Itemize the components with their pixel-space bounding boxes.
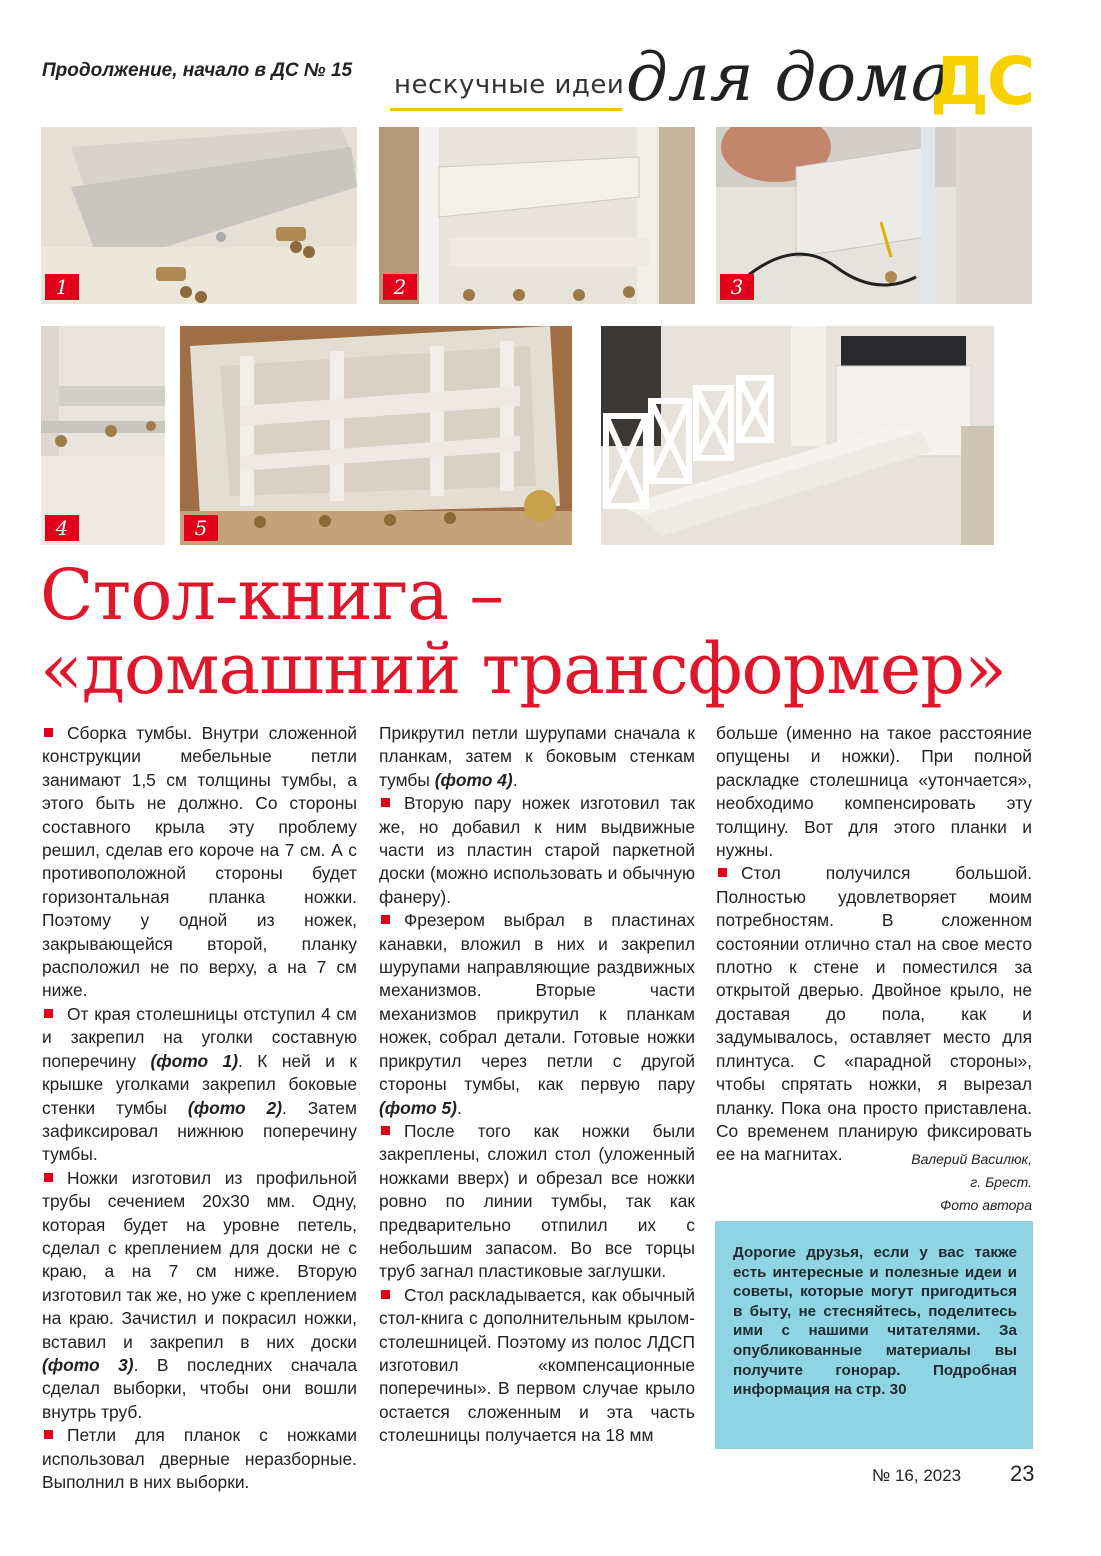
bullet-marker <box>44 1430 53 1439</box>
callout-text: Дорогие друзья, если у вас также есть интересные и полезные идеи и советы, которые могут пригодиться в быту, не стесняйтесь, поделитесь ими с нашими читателями. За опубликованные материалы вы получите гонорар. Подробная информация на стр. 30 <box>733 1244 1017 1399</box>
photo-number-badge: 5 <box>184 515 218 541</box>
paragraph-text: . <box>456 1097 462 1118</box>
article-column-3 <box>716 722 1032 1167</box>
paragraph <box>42 1424 357 1494</box>
paragraph-text: Стол раскладывается, как обычный стол-книга с дополнительным крылом-столешницей. Поэтому из полос ЛДСП изготовил «компенсационные поперечины». В первом случае крыло остается сложенным и эта часть столешницы получается на 18 мм <box>379 1284 695 1446</box>
photo-1 <box>41 127 357 304</box>
photo-1-image <box>41 127 357 304</box>
photo-reference: (фото 1) <box>150 1050 239 1071</box>
photo-4-image <box>41 326 165 545</box>
paragraph <box>42 1167 357 1424</box>
photo-2 <box>379 127 695 304</box>
paragraph <box>379 909 695 1120</box>
rubric-title: для дома <box>626 39 951 116</box>
photo-number-badge: 4 <box>45 515 79 541</box>
bullet-marker <box>381 1290 390 1299</box>
article-headline <box>40 554 1060 710</box>
paragraph <box>379 722 695 792</box>
bullet-marker <box>381 915 390 924</box>
headline-line-2: «домашний трансформер» <box>40 628 1006 710</box>
article-column-2 <box>379 722 695 1448</box>
bullet-marker <box>44 1173 53 1182</box>
headline-line-1: Стол-книга – <box>40 554 504 636</box>
photo-5 <box>180 326 572 545</box>
photo-3 <box>716 127 1032 304</box>
paragraph <box>379 792 695 909</box>
photo-dining-room-image <box>601 326 994 545</box>
photo-reference: (фото 3) <box>42 1354 134 1375</box>
author-city: г. Брест. <box>970 1174 1032 1190</box>
photo-reference: (фото 2) <box>187 1097 282 1118</box>
paragraph-text: Вторую пару ножек изготовил так же, но добавил к ним выдвижные части из пластин старой паркетной доски (можно использовать и обычную фанеру). <box>379 793 695 907</box>
paragraph-text: больше (именно на такое расстояние опущены и ножки). При полной раскладке столешница «утончается», необходимо компенсировать эту толщину. Вот для этого планки и нужны. <box>716 723 1032 861</box>
issue-number: № 16, 2023 <box>872 1466 962 1485</box>
photo-credit: Фото автора <box>940 1197 1032 1213</box>
paragraph-text: . К ней и к крышке уголками закрепил боковые стенки тумбы <box>42 1050 357 1118</box>
paragraph-text: Фрезером выбрал в пластинах канавки, вложил в них и закрепил шурупами направляющие раздвижных механизмов. Вторые части механизмов прикрутил к планкам ножек, собрал детали. Готовые ножки прикрутил через петли с другой стороны тумбы, как первую пару <box>379 910 695 1095</box>
paragraph <box>716 862 1032 1166</box>
paragraph-text: После того как ножки были закреплены, сложил стол (уложенный ножками вверх) и обрезал все ножки ровно по линии тумбы, так как предварительно отпилил их с небольшим запасом. Во все торцы труб загнал пластиковые заглушки. <box>379 1120 695 1282</box>
bullet-marker <box>381 798 390 807</box>
paragraph-text: . Затем зафиксировал нижнюю поперечину тумбы. <box>42 1097 357 1165</box>
paragraph-text: Сборка тумбы. Внутри сложенной конструкции мебельные петли занимают 1,5 см толщины тумбы, а этого быть не должно. Со стороны составного крыла эту проблему решил, сделав его короче на 7 см. А с противоположной стороны будет горизонтальная планка ножки. Поэтому у одной из ножек, закрывающейся второй, планку расположил не по верху, а на 7 см ниже. <box>42 723 357 1001</box>
article-column-1 <box>42 722 357 1494</box>
photo-3-image <box>716 127 1032 304</box>
bullet-marker <box>718 868 727 877</box>
bullet-marker <box>44 1009 53 1018</box>
paragraph-text: От края столешницы отступил 4 см и закрепил на уголки составную поперечину <box>42 1003 357 1071</box>
photo-reference: (фото 4) <box>434 769 513 790</box>
paragraph <box>379 1120 695 1284</box>
photo-number-badge: 2 <box>383 274 417 300</box>
paragraph-text: . В последних сначала сделал выборки, чтобы они вошли внутрь труб. <box>42 1354 358 1422</box>
paragraph-text: Ножки изготовил из профильной трубы сечением 20х30 мм. Одну, которая будет на уровне петель, сделал с креплением для доски не с краю, а на 7 см ниже. Вторую изготовил так же, но уже с креплением на краю. Зачистил и покрасил ножки, вставил и закрепил в них доски <box>42 1167 357 1352</box>
paragraph <box>42 722 357 1003</box>
paragraph <box>716 722 1032 862</box>
author-signature <box>716 1148 1032 1217</box>
paragraph <box>379 1284 695 1448</box>
magazine-logo: ДС <box>930 43 1034 120</box>
section-rubric <box>390 38 1040 118</box>
paragraph <box>42 1003 357 1167</box>
bullet-marker <box>44 728 53 737</box>
photo-5-image <box>180 326 572 545</box>
reader-callout-box <box>715 1221 1033 1449</box>
paragraph-text: Стол получился большой. Полностью удовлетворяет моим потребностям. В сложенном состоянии отлично стал на свое место плотно к стене и поместился за открытой дверью. Двойное крыло, не доставая до пола, как и задумывалось, оставляет место для плинтуса. С «парадной стороны», чтобы спрятать ножки, я вырезал планку. Пока она просто приставлена. Со временем планирую фиксировать ее на магнитах. <box>716 863 1032 1165</box>
photo-dining-room <box>601 326 994 545</box>
paragraph-text: Прикрутил петли шурупами сначала к планкам, затем к боковым стенкам тумбы <box>379 723 695 790</box>
rubric-underline <box>390 108 622 111</box>
photo-reference: (фото 5) <box>379 1097 457 1118</box>
paragraph-text: Петли для планок с ножками использовал дверные неразборные. Выполнил в них выборки. <box>42 1425 357 1492</box>
paragraph-text: . <box>512 769 518 790</box>
photo-number-badge: 1 <box>45 274 79 300</box>
photo-4 <box>41 326 165 545</box>
bullet-marker <box>381 1126 390 1135</box>
photo-number-badge: 3 <box>720 274 754 300</box>
author-name: Валерий Василюк, <box>911 1151 1032 1167</box>
photo-2-image <box>379 127 695 304</box>
continuation-note: Продолжение, начало в ДС № 15 <box>42 60 353 81</box>
page-number: 23 <box>1010 1461 1035 1486</box>
rubric-subtitle: нескучные идеи <box>394 70 625 100</box>
